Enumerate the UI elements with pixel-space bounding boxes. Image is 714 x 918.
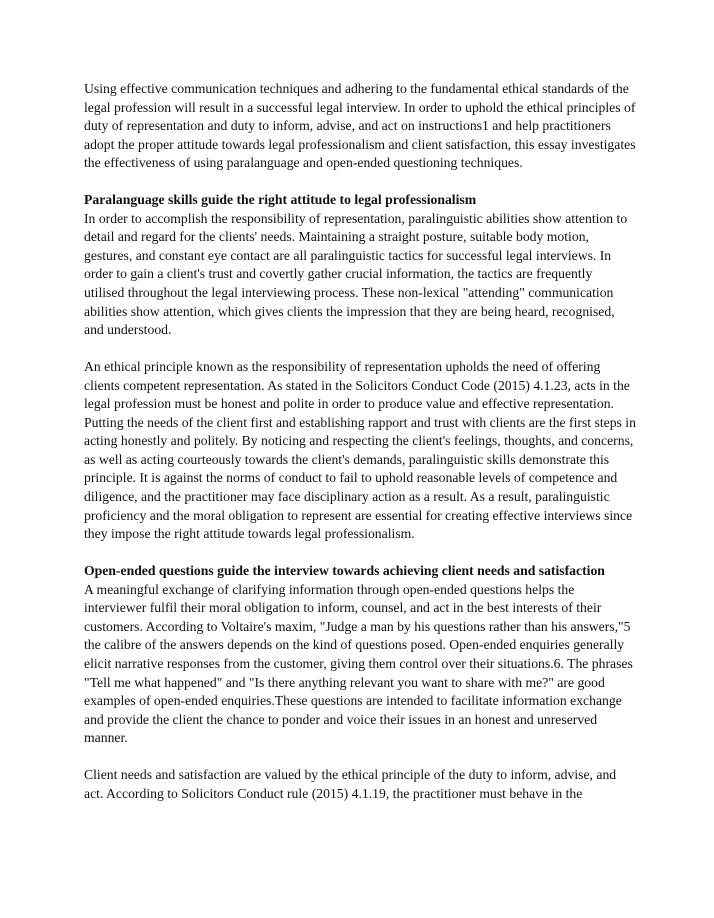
- section-heading-paralanguage: Paralanguage skills guide the right attitude to legal professionalism: [84, 192, 477, 208]
- document-body: [84, 80, 636, 803]
- paragraph-paralanguage-1: In order to accomplish the responsibility of representation, paralinguistic abilities show attention to detail and regard for the clients' needs. Maintaining a straight posture, suitable body motion, gestures, and constant eye contact are all paralinguistic tactics for successful legal interviews. In order to gain a client's trust and covertly gather crucial information, the tactics are frequently utilised throughout the legal interviewing process. These non-lexical "attending" communication abilities show attention, which gives clients the impression that they are being heard, recognised, and understood.: [84, 210, 628, 338]
- intro-paragraph: Using effective communication techniques and adhering to the fundamental ethical standards of the legal profession will result in a successful legal interview. In order to uphold the ethical principles of duty of representation and duty to inform, advise, and act on instructions1 and help practitioners adopt the proper attitude towards legal professionalism and client satisfaction, this essay investigates the effectiveness of using paralanguage and open-ended questioning techniques.: [84, 81, 636, 171]
- paragraph-open-ended-2: Client needs and satisfaction are valued by the ethical principle of the duty to inform, advise, and act. According to Solicitors Conduct rule (2015) 4.1.19, the practitioner must behave in the: [84, 767, 617, 801]
- paragraph-paralanguage-2: An ethical principle known as the responsibility of representation upholds the need of offering clients competent representation. As stated in the Solicitors Conduct Code (2015) 4.1.23, acts in the legal profession must be honest and polite in order to produce value and effective representation. Putting the needs of the client first and establishing rapport and trust with clients are the first steps in acting honestly and politely. By noticing and respecting the client's feelings, thoughts, and concerns, as well as acting courteously towards the client's demands, paralinguistic skills demonstrate this principle. It is against the norms of conduct to fail to uphold reasonable levels of competence and diligence, and the practitioner may face disciplinary action as a result. As a result, paralinguistic proficiency and the moral obligation to represent are essential for creating effective interviews since they impose the right attitude towards legal professionalism.: [84, 359, 636, 542]
- section-heading-open-ended-questions: Open-ended questions guide the interview towards achieving client needs and satisfaction: [84, 563, 605, 579]
- paragraph-open-ended-1: A meaningful exchange of clarifying information through open-ended questions helps the interviewer fulfil their moral obligation to inform, counsel, and act in the best interests of their customers. According to Voltaire's maxim, "Judge a man by his questions rather than his answers,"5 the calibre of the answers depends on the kind of questions posed. Open-ended enquiries generally elicit narrative responses from the customer, giving them control over their situations.6. The phrases "Tell me what happened" and "Is there anything relevant you want to share with me?" are good examples of open-ended enquiries.These questions are intended to facilitate information exchange and provide the client the chance to ponder and voice their issues in an honest and unreserved manner.: [84, 581, 633, 746]
